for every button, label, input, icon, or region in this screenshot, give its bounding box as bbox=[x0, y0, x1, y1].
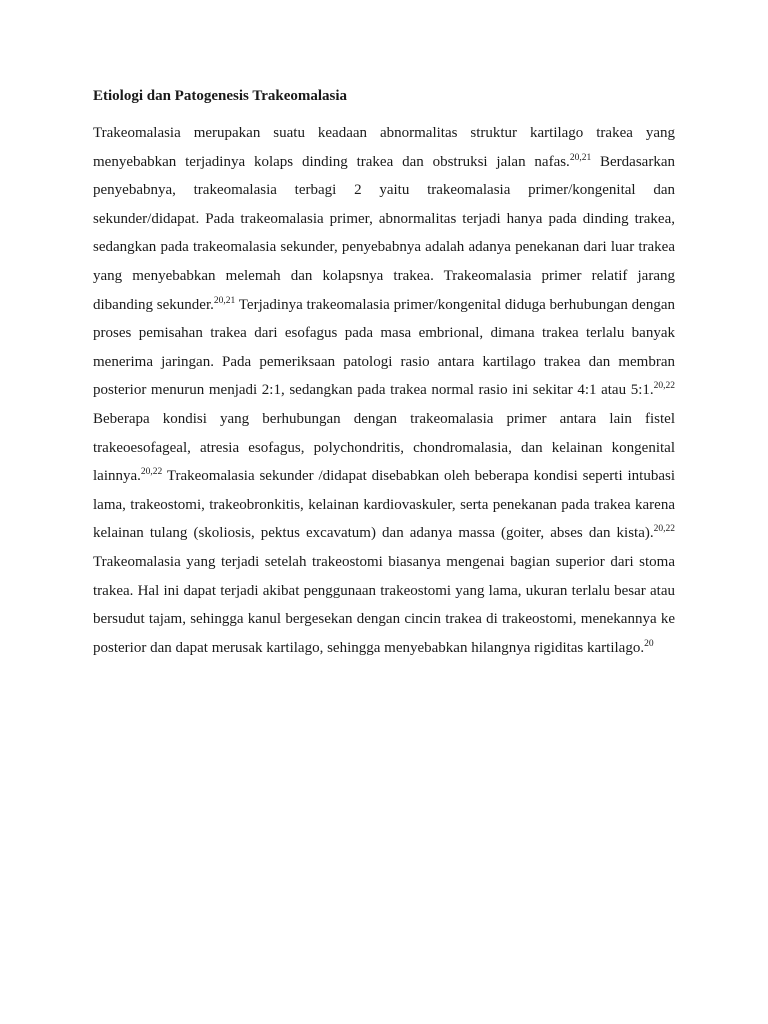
citation-superscript: 20,22 bbox=[140, 467, 163, 478]
citation-superscript: 20,21 bbox=[213, 295, 236, 306]
citation-superscript: 20,21 bbox=[569, 152, 592, 163]
citation-superscript: 20,22 bbox=[653, 524, 675, 535]
paragraph-text: Trakeomalasia yang terjadi setelah trakeostomi biasanya mengenai bagian superior dari stoma trakea. Hal ini dapat terjadi akibat penggunaan trakeostomi yang lama, ukuran terlalu besar atau bersudut tajam, sehingga kanul bergesekan dengan cincin trakea di trakeostomi, menekannya ke posterior dan dapat merusak kartilago, sehingga menyebabkan hilangnya rigiditas kartilago. bbox=[93, 553, 675, 656]
document-content bbox=[93, 86, 675, 662]
paragraph-text: Berdasarkan penyebabnya, trakeomalasia terbagi 2 yaitu trakeomalasia primer/kongenital dan sekunder/didapat. Pada trakeomalasia primer, abnormalitas terjadi hanya pada dinding trakea, sedangkan pada trakeomalasia sekunder, penyebabnya adalah adanya penekanan dari luar trakea yang menyebabkan melemah dan kolapsnya trakea. Trakeomalasia primer relatif jarang dibanding sekunder. bbox=[93, 153, 675, 313]
citation-superscript: 20 bbox=[644, 638, 654, 649]
section-heading: Etiologi dan Patogenesis Trakeomalasia bbox=[93, 88, 348, 104]
paragraph-text: Beberapa kondisi yang berhubungan dengan trakeomalasia primer antara lain fistel trakeoesofageal, atresia esofagus, polychondritis, chondromalasia, dan kelainan kongenital lainnya. bbox=[93, 410, 675, 485]
citation-superscript: 20,22 bbox=[653, 381, 675, 392]
paragraph-text: Terjadinya trakeomalasia primer/kongenital diduga berhubungan dengan proses pemisahan trakea dari esofagus pada masa embrional, dimana trakea terlalu banyak menerima jaringan. Pada pemeriksaan patologi rasio antara kartilago trakea dan membran posterior menurun menjadi 2:1, sedangkan pada trakea normal rasio ini sekitar 4:1 atau 5:1. bbox=[93, 296, 675, 399]
paragraph-text: Trakeomalasia merupakan suatu keadaan abnormalitas struktur kartilago trakea yang menyebabkan terjadinya kolaps dinding trakea dan obstruksi jalan nafas. bbox=[93, 125, 675, 170]
body-paragraph bbox=[93, 119, 675, 662]
paragraph-text: Trakeomalasia sekunder /didapat disebabkan oleh beberapa kondisi seperti intubasi lama, trakeostomi, trakeobronkitis, kelainan kardiovaskuler, serta penekanan pada trakea karena kelainan tulang (skoliosis, pektus excavatum) dan adanya massa (goiter, abses dan kista). bbox=[93, 468, 675, 542]
